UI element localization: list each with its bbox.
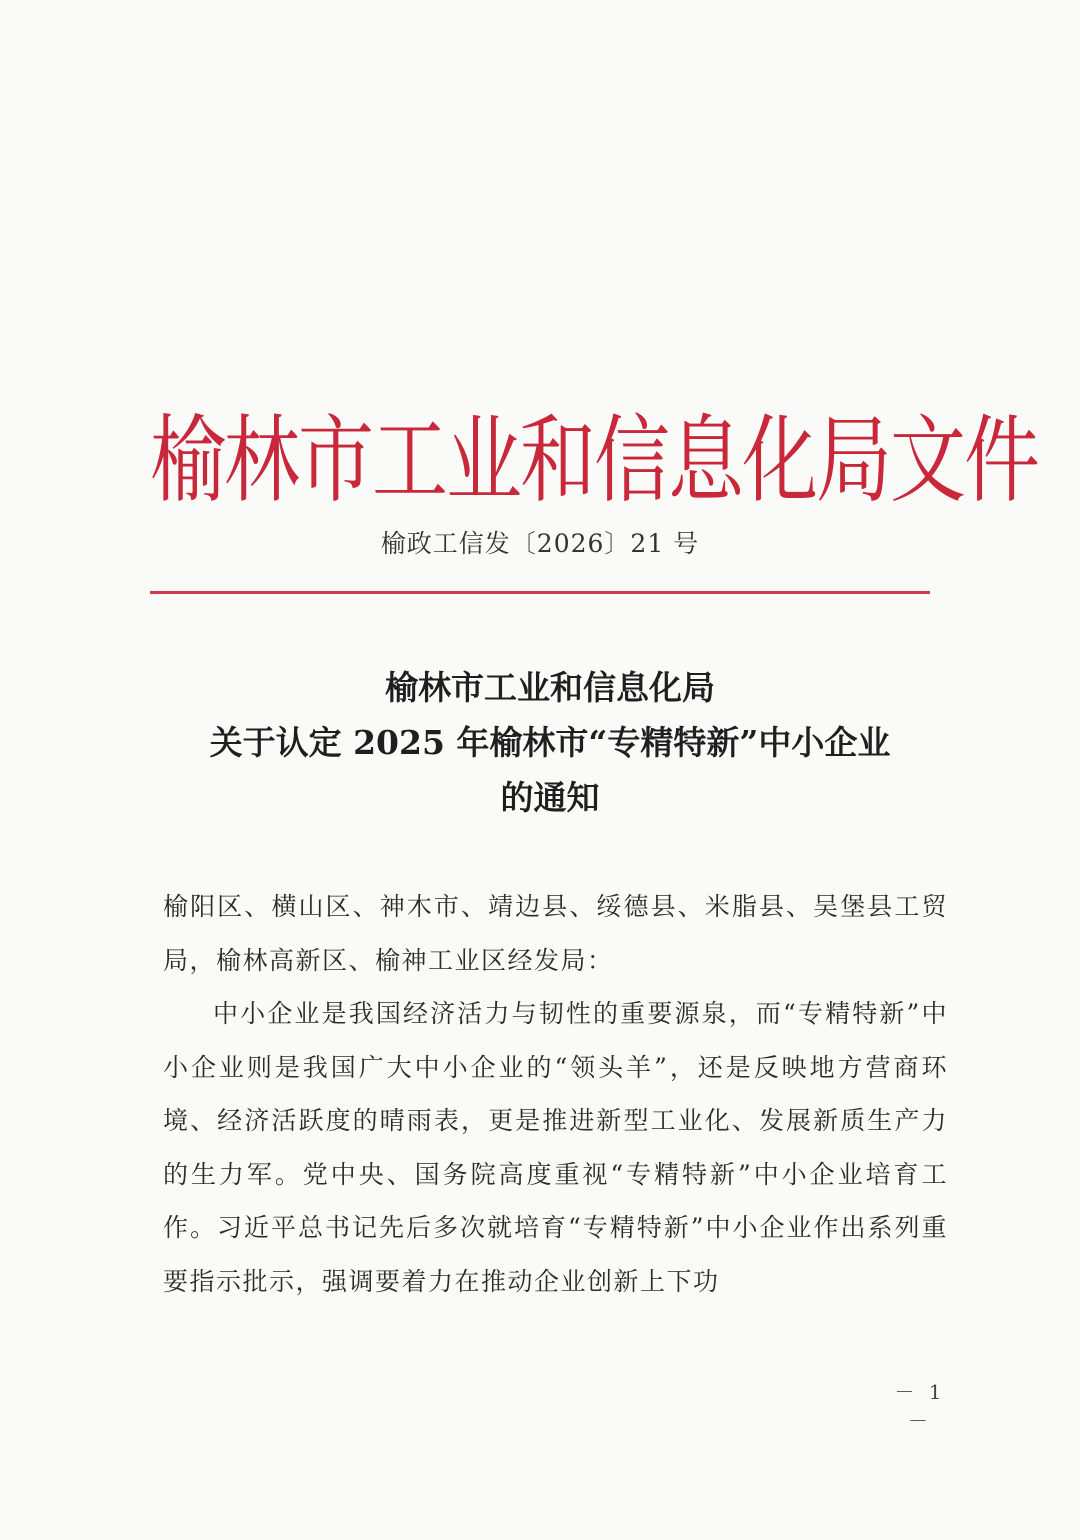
notice-body bbox=[163, 880, 948, 1308]
document-header-title: 榆林市工业和信息化局文件 bbox=[150, 404, 1038, 516]
addressee: 榆阳区、横山区、神木市、靖边县、绥德县、米脂县、吴堡县工贸局，榆林高新区、榆神工业区经发局： bbox=[163, 892, 948, 975]
notice-title-line-2: 关于认定 2025 年榆林市“专精特新”中小企业 bbox=[209, 723, 891, 762]
body-paragraph-1: 中小企业是我国经济活力与韧性的重要源泉，而“专精特新”中小企业则是我国广大中小企业的“领头羊”，还是反映地方营商环境、经济活跃度的晴雨表，更是推进新型工业化、发展新质生产力的生力军。党中央、国务院高度重视“专精特新”中小企业培育工作。习近平总书记先后多次就培育“专精特新”中小企业作出系列重要指示批示，强调要着力在推动企业创新上下功 bbox=[163, 999, 948, 1296]
page-number: － 1 － bbox=[894, 1380, 946, 1433]
notice-title-line-1: 榆林市工业和信息化局 bbox=[385, 668, 715, 707]
notice-title bbox=[150, 660, 950, 825]
red-divider-line bbox=[150, 591, 930, 594]
document-number: 榆政工信发〔2026〕21 号 bbox=[380, 529, 700, 558]
notice-title-line-3: 的通知 bbox=[500, 778, 600, 817]
